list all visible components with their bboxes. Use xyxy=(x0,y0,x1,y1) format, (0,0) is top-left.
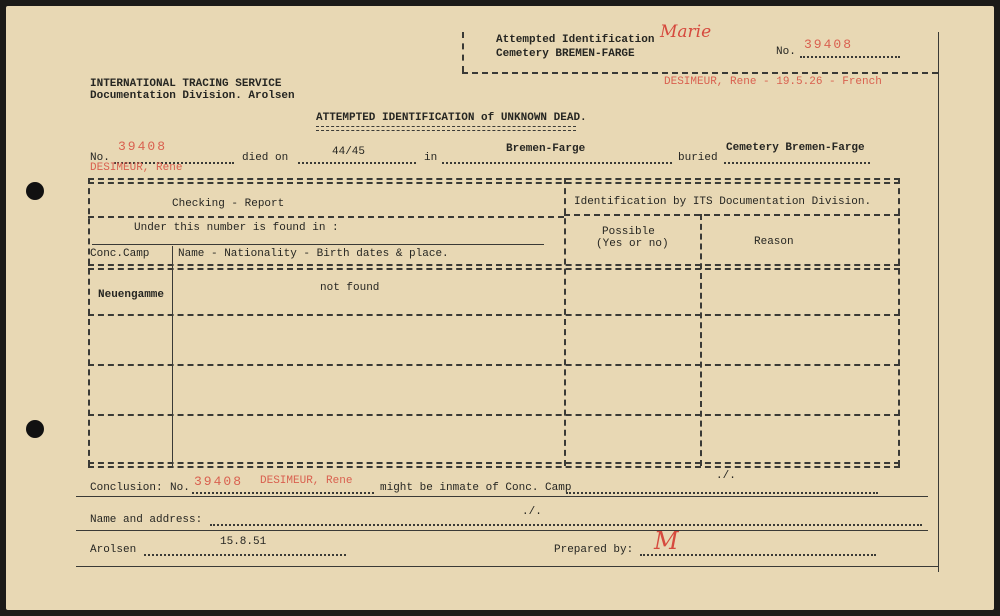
header-row-bottom-2 xyxy=(88,268,900,270)
footer-date: 15.8.51 xyxy=(220,536,267,548)
possible-reason-divider xyxy=(700,214,702,466)
under-number-text: Under this number is found in : xyxy=(134,222,339,234)
table-bottom-border-2 xyxy=(88,466,900,468)
row-1-bottom xyxy=(88,314,900,316)
right-border xyxy=(938,32,939,572)
conclusion-text: might be inmate of Conc. Camp xyxy=(380,482,572,494)
row-1-name: not found xyxy=(320,282,380,294)
checking-row-divider xyxy=(88,216,564,218)
row-3-bottom xyxy=(88,414,900,416)
prepared-by-label: Prepared by: xyxy=(554,544,634,556)
col-possible-header: Possible xyxy=(602,226,655,238)
header-box-left-border xyxy=(462,32,464,72)
row-2-bottom xyxy=(88,364,900,366)
address-dots xyxy=(210,524,922,526)
col-name-header: Name - Nationality - Birth dates & place. xyxy=(178,248,449,260)
address-rule xyxy=(76,530,928,531)
row-1-camp: Neuengamme xyxy=(98,289,165,301)
person-line: DESIMEUR, Rene - 19.5.26 - French xyxy=(664,76,882,88)
header-row-bottom xyxy=(88,264,900,266)
table-top-border-2 xyxy=(88,182,900,184)
table-middle-divider xyxy=(564,178,566,466)
in-dots xyxy=(442,162,672,164)
conclusion-label: Conclusion: xyxy=(90,482,163,494)
org-line-2: Documentation Division. Arolsen xyxy=(90,90,295,102)
identification-header: Identification by ITS Documentation Division. xyxy=(574,196,872,208)
conclusion-dots xyxy=(566,492,878,494)
header-box-bottom-border xyxy=(462,72,938,74)
bottom-rule xyxy=(76,566,938,567)
conclusion-rule xyxy=(76,496,928,497)
conclusion-name: DESIMEUR, Rene xyxy=(260,475,353,487)
identification-row-divider xyxy=(564,214,900,216)
buried-label: buried xyxy=(678,152,718,164)
buried-dots xyxy=(724,162,870,164)
checking-report-header: Checking - Report xyxy=(172,198,285,210)
record-no-value: 39408 xyxy=(118,139,168,154)
punch-hole-top xyxy=(26,182,44,200)
col-possible-subheader: (Yes or no) xyxy=(596,238,669,250)
org-line-1: INTERNATIONAL TRACING SERVICE xyxy=(90,78,282,90)
record-no-label: No. xyxy=(90,152,110,164)
died-on-label: died on xyxy=(242,152,289,164)
record-name-under: DESIMEUR, Rene xyxy=(90,162,183,174)
record-card xyxy=(6,6,994,610)
col-camp-header: Conc.Camp xyxy=(90,248,150,260)
address-label: Name and address: xyxy=(90,514,203,526)
in-label: in xyxy=(424,152,438,164)
footer-date-dots xyxy=(144,554,346,556)
camp-name-divider xyxy=(172,246,173,466)
died-on-value: 44/45 xyxy=(332,146,366,158)
prepared-by-signature: M xyxy=(654,527,679,555)
punch-hole-bottom xyxy=(26,420,44,438)
page-title: ATTEMPTED IDENTIFICATION of UNKNOWN DEAD. xyxy=(316,112,587,124)
address-value: ./. xyxy=(522,506,542,518)
attempted-handwritten: Marie xyxy=(660,22,712,42)
under-number-underline xyxy=(92,244,544,245)
cemetery-line: Cemetery BREMEN-FARGE xyxy=(496,48,635,60)
footer-place: Arolsen xyxy=(90,544,137,556)
table-bottom-border xyxy=(88,462,900,464)
title-underline xyxy=(316,126,576,131)
conclusion-no-value: 39408 xyxy=(194,474,244,489)
col-reason-header: Reason xyxy=(754,236,794,248)
conclusion-value: ./. xyxy=(716,470,736,482)
header-no-label: No. xyxy=(776,46,796,58)
buried-value: Cemetery Bremen-Farge xyxy=(726,142,865,154)
conclusion-no-label: No. xyxy=(170,482,190,494)
table-top-border xyxy=(88,178,900,180)
header-no-value: 39408 xyxy=(804,37,854,52)
table-right-border xyxy=(898,178,900,466)
died-on-dots xyxy=(298,162,416,164)
header-no-dots xyxy=(800,56,900,58)
conclusion-no-dots xyxy=(192,492,374,494)
attempted-identification-label: Attempted Identification xyxy=(496,34,655,46)
in-value: Bremen-Farge xyxy=(506,143,586,155)
table-left-border xyxy=(88,178,90,466)
